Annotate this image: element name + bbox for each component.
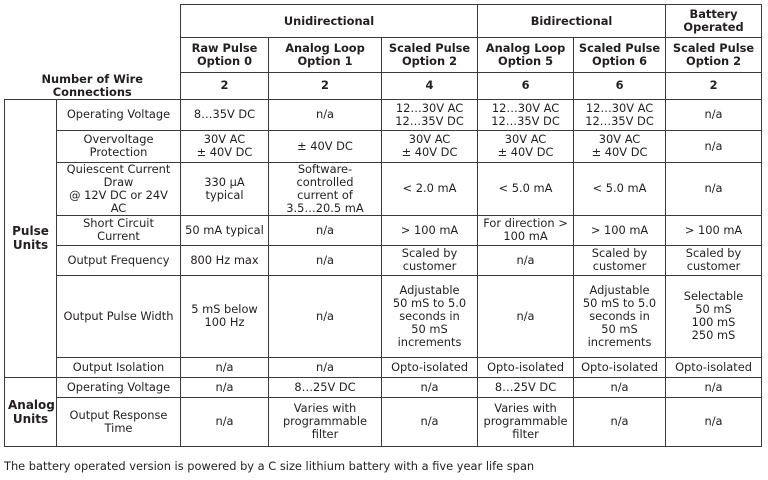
- spec-value-line: Adjustable: [399, 282, 460, 297]
- spec-value: [574, 397, 666, 446]
- spec-value-line: 3.5…20.5 mA: [286, 200, 364, 215]
- spec-value: [269, 99, 382, 130]
- spec-row: [5, 275, 762, 357]
- spec-value: [478, 357, 574, 377]
- spec-value-line: filter: [512, 427, 539, 441]
- wire-connections-label: Number of Wire Connections: [5, 73, 181, 100]
- group-battery-operated: [666, 5, 762, 38]
- spec-value: [269, 357, 382, 377]
- spec-value: [666, 162, 762, 215]
- row-label-line: Short Circuit Current: [83, 216, 154, 243]
- spec-value-line: < 2.0 mA: [402, 181, 457, 195]
- spec-value-line: Scaled by: [591, 246, 648, 260]
- row-label-line: Overvoltage: [83, 132, 154, 146]
- spec-value-line: n/a: [315, 308, 335, 323]
- spec-value-line: Opto-isolated: [487, 359, 564, 374]
- spec-value: [666, 377, 762, 397]
- spec-value: [181, 377, 269, 397]
- spec-value: [574, 215, 666, 245]
- spec-value-line: 12…30V AC: [491, 100, 560, 115]
- spec-value-line: n/a: [215, 379, 234, 394]
- spec-value-line: ± 40V DC: [497, 145, 554, 159]
- spec-row: [5, 215, 762, 245]
- spec-value-line: n/a: [610, 414, 629, 428]
- spec-value-line: 250 mS: [691, 328, 736, 342]
- group-label-line: Analog: [8, 397, 55, 412]
- spec-value: [574, 275, 666, 357]
- spec-value-line: 100 mA: [503, 229, 548, 243]
- spec-value-line: 12…35V DC: [395, 113, 464, 128]
- spec-value-line: Varies with: [494, 401, 557, 415]
- wire-connections-value: 4: [382, 73, 478, 100]
- spec-value: [382, 162, 478, 215]
- group-label-line: Pulse: [12, 224, 49, 238]
- spec-row: [5, 357, 762, 377]
- spec-value: [478, 162, 574, 215]
- row-label: [57, 162, 181, 215]
- spec-value-line: For direction >: [483, 216, 568, 230]
- spec-value: [181, 162, 269, 215]
- spec-value-line: 100 mS: [691, 315, 736, 329]
- row-label-line: Quiescent Current: [66, 162, 171, 176]
- option-name: Analog Loop: [285, 41, 365, 55]
- spec-value-line: n/a: [315, 252, 335, 267]
- spec-value-line: Selectable: [683, 289, 744, 303]
- group-bidirectional: Bidirectional: [478, 5, 666, 38]
- spec-value-line: Adjustable: [589, 282, 650, 297]
- group-label-line: Units: [12, 411, 49, 426]
- spec-row: [5, 130, 762, 162]
- wire-connections-value: 6: [478, 73, 574, 100]
- spec-row: [5, 245, 762, 275]
- row-label-line: Output Response: [69, 407, 168, 422]
- spec-value-line: n/a: [315, 107, 335, 121]
- option-number: Option 6: [592, 54, 648, 68]
- header-blank: [5, 38, 181, 73]
- spec-value-line: Opto-isolated: [581, 359, 658, 374]
- spec-value-line: 8…25V DC: [494, 379, 557, 394]
- spec-value-line: ± 40V DC: [297, 138, 353, 153]
- spec-value-line: 50 mS: [601, 321, 638, 336]
- spec-value: [574, 162, 666, 215]
- option-number: Option 5: [498, 54, 554, 68]
- spec-value-line: customer: [592, 259, 647, 273]
- spec-value: [574, 377, 666, 397]
- spec-value-line: < 5.0 mA: [592, 181, 647, 195]
- row-label-line: @ 12V DC or 24V AC: [69, 187, 168, 215]
- option-name: Analog Loop: [485, 41, 566, 55]
- option-name: Scaled Pulse: [672, 41, 755, 55]
- spec-value: [269, 130, 382, 162]
- option-name: Scaled Pulse: [578, 41, 661, 55]
- spec-value-line: Software-controlled: [296, 162, 354, 189]
- spec-value-line: 100 Hz: [204, 315, 245, 329]
- spec-value-line: n/a: [516, 252, 535, 267]
- row-label: [57, 275, 181, 357]
- spec-value-line: Scaled by: [401, 246, 458, 260]
- spec-value-line: n/a: [420, 379, 439, 394]
- group-battery-line: Operated: [683, 20, 744, 34]
- spec-value: [666, 215, 762, 245]
- spec-value: [382, 377, 478, 397]
- spec-value-line: n/a: [315, 222, 335, 237]
- option-number: Option 2: [686, 54, 742, 68]
- row-label-line: Output Pulse Width: [63, 308, 174, 323]
- spec-value-line: n/a: [215, 359, 234, 374]
- spec-value: [574, 245, 666, 275]
- spec-value-line: < 5.0 mA: [498, 181, 553, 195]
- wire-connections-value: 2: [181, 73, 269, 100]
- row-label: [57, 245, 181, 275]
- spec-value-line: 30V AC: [203, 132, 246, 146]
- spec-value-line: seconds in: [399, 308, 460, 323]
- spec-value-line: 50 mS to 5.0: [582, 295, 657, 310]
- group-unidirectional: Unidirectional: [181, 5, 478, 38]
- spec-value-line: 12…30V AC: [395, 100, 464, 115]
- spec-value-line: 8…35V DC: [193, 107, 256, 121]
- spec-value: [382, 397, 478, 446]
- spec-value-line: seconds in: [589, 308, 650, 323]
- footnote: The battery operated version is powered by a C size lithium battery with a five year life span: [4, 459, 535, 473]
- spec-value-line: 50 mS to 5.0: [392, 295, 467, 310]
- spec-value: [478, 377, 574, 397]
- row-label: [57, 397, 181, 446]
- spec-value: [382, 357, 478, 377]
- group-header-row: [5, 5, 762, 38]
- option-header: [478, 38, 574, 73]
- row-label: [57, 99, 181, 130]
- spec-value: [666, 245, 762, 275]
- spec-value: [181, 275, 269, 357]
- pulse-units-section: [5, 99, 762, 377]
- spec-value-line: n/a: [516, 308, 535, 323]
- spec-value-line: programmable filter: [282, 414, 368, 441]
- group-label-line: Units: [12, 238, 49, 252]
- spec-value-line: > 100 mA: [400, 222, 459, 237]
- spec-value-line: 50 mS: [695, 302, 732, 316]
- spec-value: [666, 357, 762, 377]
- group-battery-line: Battery: [689, 7, 738, 21]
- spec-value-line: Opto-isolated: [675, 359, 752, 374]
- option-name: Raw Pulse: [191, 41, 258, 55]
- spec-value-line: 5 mS below: [191, 302, 258, 316]
- spec-value: [666, 130, 762, 162]
- spec-value-line: 30V AC: [598, 132, 641, 146]
- spec-value: [478, 130, 574, 162]
- row-label-line: Operating Voltage: [66, 379, 171, 394]
- spec-value-line: > 100 mA: [684, 222, 743, 237]
- row-label-line: Protection: [89, 145, 148, 159]
- spec-value-line: n/a: [704, 138, 723, 153]
- row-label-line: Output Isolation: [72, 359, 165, 374]
- spec-value-line: 8…25V DC: [294, 379, 356, 394]
- spec-value: [478, 397, 574, 446]
- spec-value-line: n/a: [420, 414, 439, 428]
- spec-value: [574, 99, 666, 130]
- row-label: [57, 215, 181, 245]
- spec-value-line: Scaled by: [685, 246, 742, 260]
- spec-value-line: Varies with: [293, 401, 357, 415]
- row-label: [57, 377, 181, 397]
- option-header: [269, 38, 382, 73]
- spec-value-line: n/a: [215, 414, 234, 428]
- spec-value-line: 330 µA typical: [204, 174, 245, 202]
- spec-value: [382, 130, 478, 162]
- wire-connections-value: 6: [574, 73, 666, 100]
- wire-connections-row: [5, 73, 762, 100]
- row-label-line: Output Frequency: [67, 252, 170, 267]
- option-header: [666, 38, 762, 73]
- spec-value: [478, 245, 574, 275]
- spec-value: [382, 99, 478, 130]
- spec-value-line: customer: [402, 259, 457, 273]
- specifications-table: [4, 4, 762, 447]
- spec-value: [666, 99, 762, 130]
- spec-value-line: 30V AC: [504, 132, 547, 146]
- spec-value-line: 50 mA typical: [185, 222, 264, 237]
- row-label: [57, 130, 181, 162]
- spec-value-line: 12…35V DC: [491, 113, 560, 128]
- spec-value-line: customer: [686, 259, 741, 273]
- option-header: [574, 38, 666, 73]
- spec-value: [269, 245, 382, 275]
- spec-value: [382, 275, 478, 357]
- spec-value-line: increments: [587, 334, 652, 349]
- spec-value: [666, 275, 762, 357]
- spec-row: [5, 99, 762, 130]
- header-blank: [5, 5, 181, 38]
- spec-value-line: programmable: [483, 414, 568, 428]
- spec-value: [382, 215, 478, 245]
- spec-row: [5, 162, 762, 215]
- spec-value-line: ± 40V DC: [401, 145, 458, 159]
- spec-value-line: ± 40V DC: [591, 145, 648, 159]
- spec-row: [5, 397, 762, 446]
- spec-value: [181, 215, 269, 245]
- spec-value-line: > 100 mA: [590, 222, 649, 237]
- wire-connections-value: 2: [666, 73, 762, 100]
- row-label-line: Draw: [103, 174, 134, 189]
- spec-value-line: n/a: [704, 181, 723, 195]
- option-header: [181, 38, 269, 73]
- spec-value-line: 800 Hz max: [190, 252, 259, 267]
- spec-value: [181, 397, 269, 446]
- spec-value-line: 50 mS: [411, 321, 448, 336]
- row-label-line: Operating Voltage: [66, 107, 171, 121]
- spec-value: [269, 162, 382, 215]
- spec-value-line: n/a: [315, 359, 335, 374]
- spec-value: [181, 357, 269, 377]
- spec-value-line: 12…30V AC: [585, 100, 654, 115]
- row-label: [57, 357, 181, 377]
- pulse-units-label: [5, 99, 57, 377]
- spec-value: [269, 397, 382, 446]
- option-number: Option 0: [196, 54, 252, 68]
- analog-units-section: [5, 377, 762, 446]
- spec-value: [181, 245, 269, 275]
- option-number: Option 2: [402, 54, 458, 68]
- option-header: [382, 38, 478, 73]
- option-header-row: [5, 38, 762, 73]
- spec-value: [269, 215, 382, 245]
- spec-value: [181, 130, 269, 162]
- wire-connections-value: 2: [269, 73, 382, 100]
- row-label-line: Time: [104, 420, 133, 435]
- spec-value: [181, 99, 269, 130]
- spec-value-line: 12…35V DC: [585, 113, 654, 128]
- spec-value: [478, 215, 574, 245]
- spec-value-line: n/a: [704, 107, 723, 121]
- option-number: Option 1: [297, 54, 353, 68]
- spec-value: [574, 130, 666, 162]
- spec-value: [666, 397, 762, 446]
- spec-value: [478, 99, 574, 130]
- analog-units-label: [5, 377, 57, 446]
- spec-value: [269, 377, 382, 397]
- spec-value: [382, 245, 478, 275]
- spec-value-line: ± 40V DC: [196, 145, 253, 159]
- spec-value-line: n/a: [704, 414, 723, 428]
- spec-value: [269, 275, 382, 357]
- spec-value-line: increments: [397, 334, 462, 349]
- spec-value-line: n/a: [610, 379, 629, 394]
- spec-value-line: 30V AC: [408, 132, 451, 146]
- option-name: Scaled Pulse: [388, 41, 471, 55]
- spec-value: [478, 275, 574, 357]
- spec-value-line: current of: [297, 187, 353, 202]
- spec-value: [574, 357, 666, 377]
- spec-row: [5, 377, 762, 397]
- spec-value-line: n/a: [704, 379, 723, 394]
- spec-value-line: Opto-isolated: [391, 359, 468, 374]
